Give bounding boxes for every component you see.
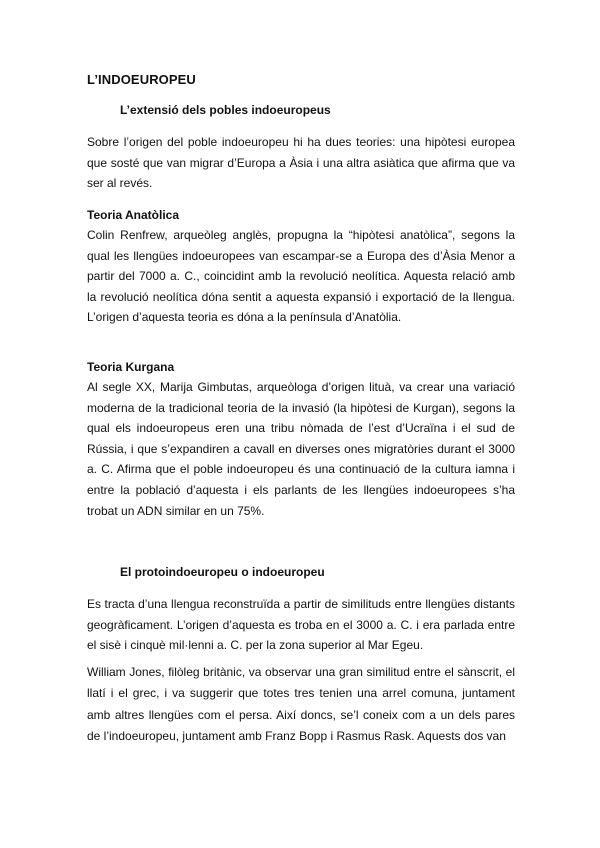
intro-paragraph: Sobre l’origen del poble indoeuropeu hi ha dues teories: una hipòtesi europea que sosté que van migrar d’Europa a Àsia i una altra asiàtica que afirma que va ser al revés. xyxy=(87,135,515,191)
document-title: L’INDOEUROPEU xyxy=(87,72,196,87)
heading-kurgan-theory: Teoria Kurgana xyxy=(87,360,175,374)
kurgan-theory-paragraph: Al segle XX, Marija Gimbutas, arqueòloga d’origen lituà, va crear una variació moderna de la tradicional teoria de la invasió (la hipòtesi de Kurgan), segons la qual els indoeuropeus eren una tribu nòmada de l’est d’Ucraïna i el sud de Rússia, i que s’expandiren a cavall en diverses ones migratòries durant el 3000 a. C. Afirma que el poble indoeuropeu és una continuació de la cultura iamna i entre la població d’aquesta i els parlants de les llengües indoeuropees s’ha trobat un ADN similar en un 75%. xyxy=(87,380,515,518)
section-subtitle-extension: L’extensió dels pobles indoeuropeus xyxy=(120,103,331,117)
protoindoeuropean-paragraph-1: Es tracta d’una llengua reconstruïda a partir de similituds entre llengües distants geogràficament. L’origen d’aquesta es troba en el 3000 a. C. i era parlada entre el sisè i cinquè mil·lenni a. C. per la zona superior al Mar Egeu. xyxy=(87,597,515,653)
protoindoeuropean-paragraph-2: William Jones, filòleg britànic, va observar una gran similitud entre el sànscrit, el llatí i el grec, i va suggerir que totes tres tenien una arrel comuna, juntament amb altres llengües com el persa. Així doncs, se’l coneix com a un dels pares de l’indoeuropeu, juntament amb Franz Bopp i Rasmus Rask. Aquests dos van xyxy=(87,665,515,744)
anatolian-theory-paragraph: Colin Renfrew, arqueòleg anglès, propugna la “hipòtesi anatòlica”, segons la qual les llengües indoeuropees van escampar-se a Europa des d’Àsia Menor a partir del 7000 a. C., coincidint amb la revolució neolítica. Aquesta relació amb la revolució neolítica dóna sentit a aquesta expansió i exportació de la llengua. L’origen d’aquesta teoria es dóna a la península d’Anatòlia. xyxy=(87,228,515,325)
section-subtitle-protoindoeuropean: El protoindoeuropeu o indoeuropeu xyxy=(120,565,325,579)
heading-anatolian-theory: Teoria Anatòlica xyxy=(87,208,180,222)
document-page xyxy=(87,0,515,848)
